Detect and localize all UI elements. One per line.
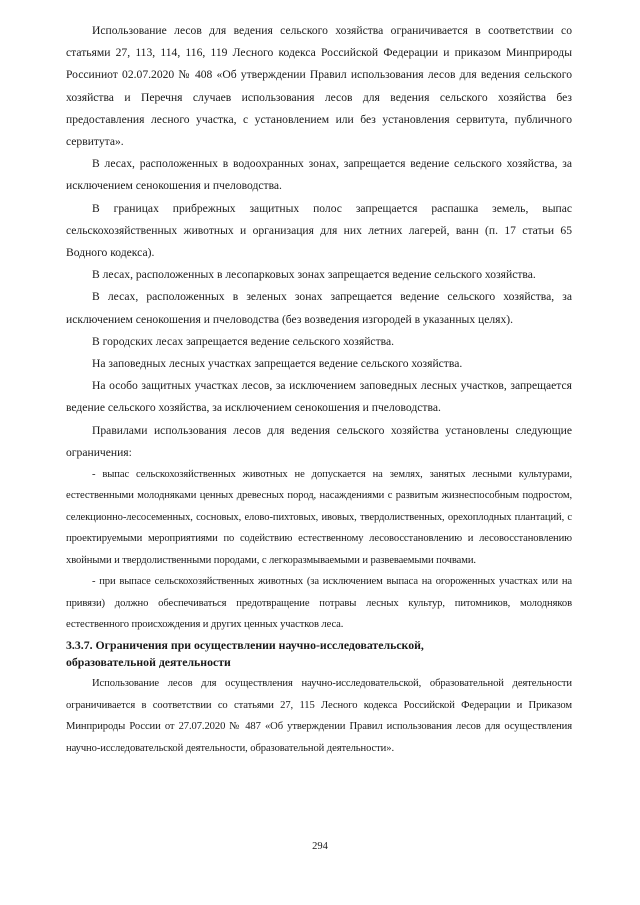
paragraph-specially-protected-plots: На особо защитных участках лесов, за исключением заповедных лесных участков, запрещается ведение сельского хозяйства, за исключением сенокошения и пчеловодства. [66, 379, 572, 415]
paragraph-water-protection-zones: В лесах, расположенных в водоохранных зонах, запрещается ведение сельского хозяйства, за исключением сенокошения и пчеловодства. [66, 157, 572, 193]
paragraph-agriculture-intro: Использование лесов для ведения сельского хозяйства ограничивается в соответствии со статьями 27, 113, 114, 116, 119 Лесного кодекса Российской Федерации и приказом Минприроды Россиниот 02.07.2020 № 408 «Об утверждении Правил использования лесов для ведения сельского хозяйства и Перечня случаев использования лесов для ведения сельского хозяйства без предоставления лесного участка, с установлением или без установления сервитута, публичного сервитута». [66, 24, 572, 149]
paragraph-coastal-protective-strips: В границах прибрежных защитных полос запрещается распашка земель, выпас сельскохозяйственных животных и организация для них летних лагерей, ванн (п. 17 статьи 65 Водного кодекса). [66, 201, 572, 260]
paragraph-research-education: Использование лесов для осуществления научно-исследовательской, образовательной деятельности ограничивается в соответствии со статьями 27, 115 Лесного кодекса Российской Федерации и Приказом Минприроды России от 27.07.2020 № 487 «Об утверждении Правил использования лесов для осуществления научно-исследовательской деятельности, образовательной деятельности». [66, 678, 572, 754]
section-heading-line-2: образовательной деятельности [66, 655, 231, 670]
paragraph-restrictions-lead: Правилами использования лесов для ведения сельского хозяйства установлены следующие ограничения: [66, 423, 572, 459]
page-body [66, 20, 572, 759]
paragraph-forest-park-zones: В лесах, расположенных в лесопарковых зонах запрещается ведение сельского хозяйства. [92, 268, 536, 282]
page-number: 294 [312, 841, 328, 852]
paragraph-green-zones: В лесах, расположенных в зеленых зонах запрещается ведение сельского хозяйства, за исключением сенокошения и пчеловодства (без возведения изгородей в указанных целях). [66, 290, 572, 326]
paragraph-urban-forests: В городских лесах запрещается ведение сельского хозяйства. [92, 334, 395, 348]
section-heading [66, 635, 572, 673]
bullet-grazing-prohibited: - выпас сельскохозяйственных животных не допускается на землях, занятых лесными культурами, естественными молодняками ценных древесных пород, насаждениями с развитым жизнеспособным подростом, селекционно-лесосеменных, сосновых, елово-пихтовых, ивовых, твердолиственных, орехоплодных плантаций, с проектируемыми мероприятиями по содействию естественному лесовосстановлению и лесовосстановлению хвойными и твердолиственными породами, с легкоразмываемыми и развеваемыми почвами. [66, 469, 572, 566]
bullet-grazing-damage-prevention: - при выпасе сельскохозяйственных животных (за исключением выпаса на огороженных участках или на привязи) должно обеспечиваться предотвращение потравы лесных культур, питомников, молодняков естественного происхождения и других ценных участков леса. [66, 576, 572, 630]
paragraph-reserved-plots: На заповедных лесных участках запрещается ведение сельского хозяйства. [92, 357, 463, 371]
section-heading-line-1: 3.3.7. Ограничения при осуществлении научно-исследовательской, [66, 638, 424, 653]
